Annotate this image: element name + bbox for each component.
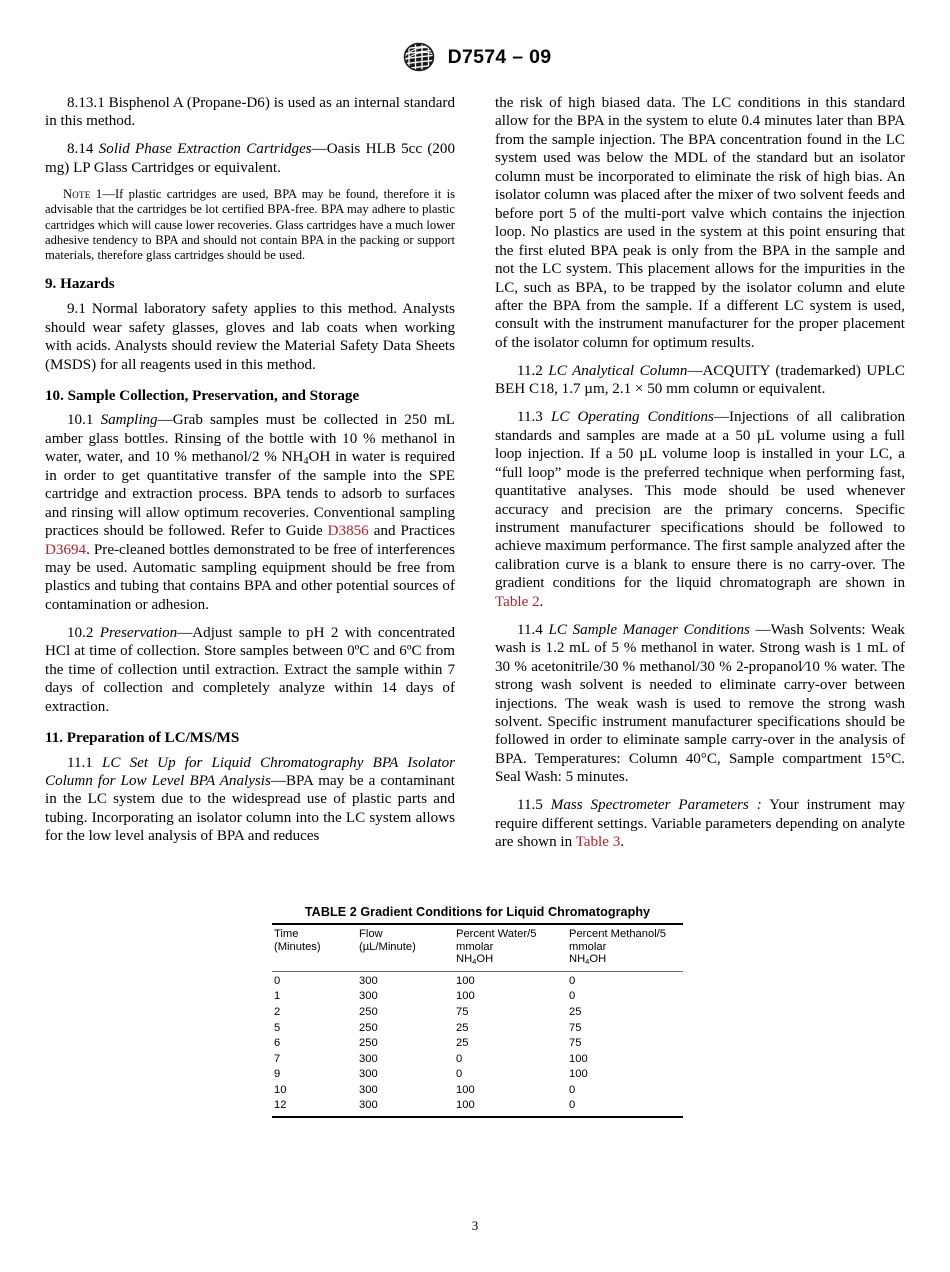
clause-number: 10.2 <box>67 624 100 641</box>
table-row <box>272 1005 683 1021</box>
paragraph-11-4 <box>495 621 905 787</box>
clause-text-b: . <box>620 834 625 851</box>
section-heading-10: 10. Sample Collection, Preservation, and Storage <box>45 387 360 404</box>
header-line-2: mmolar <box>569 940 607 953</box>
header-line-1: Percent Methanol/5 <box>569 928 667 940</box>
clause-text: —Oasis HLB 5cc (200 mg) LP Glass Cartridges or equivalent. <box>45 141 456 176</box>
paragraph-10-2 <box>45 624 455 716</box>
clause-text-a: —Grab samples must be collected in 250 mL amber glass bottles. Rinsing of the bottle with 10 % methanol in water, water, and 10 % methanol/2 % NH <box>45 412 455 466</box>
clause-title: Preservation <box>99 624 178 641</box>
table-row <box>272 1051 683 1067</box>
clause-number: 11.3 <box>517 409 551 426</box>
cell-water: 25 <box>456 1021 469 1034</box>
clause-number: 8.14 <box>67 141 99 158</box>
clause-text: —BPA may be a contaminant in the LC system due to the widespread use of plastic parts and tubing. Incorporating an isolator column into the LC system allows for the low level analysis of BPA and reduces <box>45 773 456 845</box>
paragraph-11-1-continued: the risk of high biased data. The LC conditions in this standard allow for the BPA in the system to elute 0.4 minutes later than BPA from the sample injection. The BPA concentration found in the LC system used was below the MDL of the standard but an isolator column must be incorporated to eliminate the risk of high bias. An isolator column was placed after the mixer of two solvent feeds and before port 5 of the multi-port valve which contains the injection loop. No plastics are used in the system at this point ensuring that the first eluted BPA peak is only from the BPA in the sample and not the LC system. This placement allows for the impurities in the LC, such as BPA, to be trapped by the isolator column and elute after the BPA from the sample. If a different LC system is used, consult with the instrument manufacturer for the proper placement of the isolator column for optimum results. <box>495 95 905 351</box>
clause-text-a: Your instrument may require different settings. Variable parameters depending on analyte are shown in <box>495 797 905 851</box>
cell-flow: 250 <box>359 1037 378 1050</box>
cell-methanol: 100 <box>569 1052 588 1065</box>
cell-water: 25 <box>456 1037 469 1050</box>
cell-water: 0 <box>456 1052 463 1065</box>
clause-number: 11.5 <box>517 797 551 814</box>
cell-flow: 300 <box>359 1083 378 1096</box>
section-heading-9: 9. Hazards <box>45 276 115 293</box>
header-line-1: Percent Water/5 <box>456 928 537 940</box>
clause-text: —ACQUITY (trademarked) UPLC BEH C18, 1.7 µm, 2.1 × 50 mm column or equivalent. <box>495 362 905 398</box>
clause-text: —Adjust sample to pH 2 with concentrated HCl at time of collection. Store samples between 0ºC and 6ºC from the time of collection until extraction. Extract the sample within 7 days of collection and completely analyze within 14 days of extraction. <box>45 624 455 715</box>
clause-title: Solid Phase Extraction Cartridges <box>98 141 312 158</box>
subscript: 4 <box>472 957 477 967</box>
column-header-percent-methanol <box>567 924 683 971</box>
clause-title: LC Sample Manager Conditions <box>548 621 756 638</box>
clause-title: LC Operating Conditions <box>550 409 714 426</box>
clause-title: Sampling <box>100 412 158 429</box>
cell-methanol: 0 <box>569 990 576 1003</box>
table-row <box>272 1083 683 1099</box>
cell-time: 2 <box>274 1005 281 1018</box>
document-body <box>45 94 905 852</box>
table-row <box>272 989 683 1005</box>
cell-time: 9 <box>274 1068 281 1081</box>
clause-title: Mass Spectrometer Parameters : <box>550 797 762 814</box>
cell-flow: 250 <box>359 1021 378 1034</box>
reference-link-d3694[interactable]: D3694 <box>45 541 87 558</box>
clause-text-b: OH in water is required in order to get quantitative transfer of the sample into the SPE cartridge and extraction process. BPA tends to adsorb to surfaces and rinsing will allow optimum recoveries. Conventional sampling practices should be followed. Refer to Guide <box>45 449 455 540</box>
page-number: 3 <box>471 1218 479 1233</box>
paragraph-11-5 <box>495 796 905 851</box>
clause-text-d: . Pre-cleaned bottles demonstrated to be free of interferences may be used. Automatic sampling equipment should be free from plastics and tubing that contains BPA and other potential sources of contamination or adhesion. <box>45 541 455 613</box>
cell-flow: 300 <box>359 990 378 1003</box>
table-row <box>272 971 683 989</box>
paragraph-11-2 <box>495 362 905 399</box>
table-body <box>272 971 683 1116</box>
right-column <box>495 94 905 852</box>
table-header-row <box>272 924 683 971</box>
clause-text-c: and Practices <box>368 523 455 540</box>
clause-title: LC Set Up for Liquid Chromatography BPA Isolator Column for Low Level BPA Analysis <box>45 754 455 790</box>
header-line-1: Flow <box>359 928 383 940</box>
cell-flow: 300 <box>359 974 378 987</box>
clause-number: 11.4 <box>517 621 549 638</box>
left-column <box>45 94 455 852</box>
cell-water: 100 <box>454 1098 567 1116</box>
header-line-3: $NH_4OH$ <box>569 953 607 967</box>
cell-methanol: 25 <box>569 1005 582 1018</box>
table-2 <box>272 923 683 1118</box>
note-text: —If plastic cartridges are used, BPA may be found, therefore it is advisable that the cartridges be lot certified BPA-free. BPA may adhere to plastic cartridges which will cause lower recoveries. Glass cartridges have a much lower adhesive tendency to BPA and should not contain BPA in the packing or support materials, therefore glass cartridges should be used. <box>45 187 455 262</box>
page-header <box>0 42 950 72</box>
document-designation: D7574 – 09 <box>447 45 552 68</box>
header-line-2: mmolar <box>456 940 494 953</box>
cell-methanol: 0 <box>569 1083 576 1096</box>
cell-methanol: 75 <box>569 1037 582 1050</box>
cell-flow: 300 <box>357 1098 454 1116</box>
column-header-time <box>272 924 357 971</box>
cell-time: 5 <box>274 1021 281 1034</box>
header-line-3: $NH_4OH$ <box>456 953 494 967</box>
section-heading-11: 11. Preparation of LC/MS/MS <box>45 729 240 746</box>
cell-water: 100 <box>456 974 475 987</box>
cell-water: 75 <box>456 1005 469 1018</box>
cell-methanol: 100 <box>569 1068 588 1081</box>
clause-text: —Wash Solvents: Weak wash is 1.2 mL of 5 % methanol in water. Strong wash is 1 mL of 30 % acetonitrile/30 % methanol/30 % 2-propanol⁄10 % water. The strong wash solvent is needed to eliminate carry-over between injections. The weak wash is used to remove the strong wash solvent. Specific instrument manufacturer specifications should be followed in order to eliminate sample carry-over in the analysis of BPA. Temperatures: Column 40°C, Sample compartment 15°C. Seal Wash: 5 minutes. <box>495 621 905 786</box>
clause-number: 11.2 <box>517 362 549 379</box>
reference-link-table-2[interactable]: Table 2 <box>495 593 540 610</box>
cell-water: 100 <box>456 990 475 1003</box>
clause-text-b: . <box>539 593 544 610</box>
clause-number: 10.1 <box>67 412 101 429</box>
paragraph-11-1 <box>45 754 455 846</box>
cell-time: 7 <box>274 1052 281 1065</box>
reference-link-table-3[interactable]: Table 3 <box>575 834 621 851</box>
cell-flow: 250 <box>359 1005 378 1018</box>
cell-methanol: 0 <box>569 974 576 987</box>
cell-time: 12 <box>272 1098 357 1116</box>
table-row <box>272 1036 683 1052</box>
cell-methanol: 0 <box>567 1098 683 1116</box>
cell-flow: 300 <box>359 1068 378 1081</box>
table-row <box>272 1098 683 1116</box>
paragraph-9-1: 9.1 Normal laboratory safety applies to this method. Analysts should wear safety glasses, gloves and lab coats when working with acids. Analysts should review the Material Safety Data Sheets (MSDS) for all reagents used in this method. <box>45 301 455 373</box>
table-2-caption: TABLE 2 Gradient Conditions for Liquid Chromatography <box>304 905 651 919</box>
cell-time: 6 <box>274 1037 281 1050</box>
paragraph-10-1 <box>45 411 455 614</box>
table-row <box>272 1020 683 1036</box>
cell-water: 100 <box>456 1083 475 1096</box>
reference-link-d3856[interactable]: D3856 <box>327 523 369 540</box>
clause-text-a: —Injections of all calibration standards and samples are made at a 50 µL volume using a full loop injection. If a 50 µL volume loop is installed in your LC, a “full loop” mode is the preferred technique when performing fast, quantitative analyses. This mode should be used whenever accuracy and precision are the primary concerns. Specific instrument manufacturer specifications should be followed to achieve maximum performance. The first sample analyzed after the calibration curve is a blank to ensure there is no carry-over. The gradient conditions for the liquid chromatograph are shown in <box>495 409 905 592</box>
column-header-percent-water <box>454 924 567 971</box>
cell-methanol: 75 <box>569 1021 582 1034</box>
clause-title: LC Analytical Column <box>548 362 688 379</box>
header-line-2: (Minutes) <box>274 940 321 953</box>
astm-logo-icon <box>399 42 439 72</box>
table-2-block <box>272 905 683 1118</box>
subscript: 4 <box>585 957 590 967</box>
cell-time: 0 <box>274 974 281 987</box>
column-header-flow <box>357 924 454 971</box>
table-row <box>272 1067 683 1083</box>
paragraph-11-3 <box>495 408 905 611</box>
clause-number: 11.1 <box>67 754 102 771</box>
cell-water: 0 <box>456 1068 463 1081</box>
subscript-4: 4 <box>303 456 309 468</box>
cell-time: 10 <box>274 1083 287 1096</box>
header-line-1: Time <box>274 928 299 940</box>
note-label: Note 1 <box>63 187 103 202</box>
note-1 <box>45 187 455 262</box>
paragraph-8-13-1: 8.13.1 Bisphenol A (Propane-D6) is used as an internal standard in this method. <box>45 95 455 130</box>
header-line-2: (µL/Minute) <box>359 940 416 953</box>
paragraph-8-14 <box>45 140 455 177</box>
cell-flow: 300 <box>359 1052 378 1065</box>
cell-time: 1 <box>274 990 281 1003</box>
